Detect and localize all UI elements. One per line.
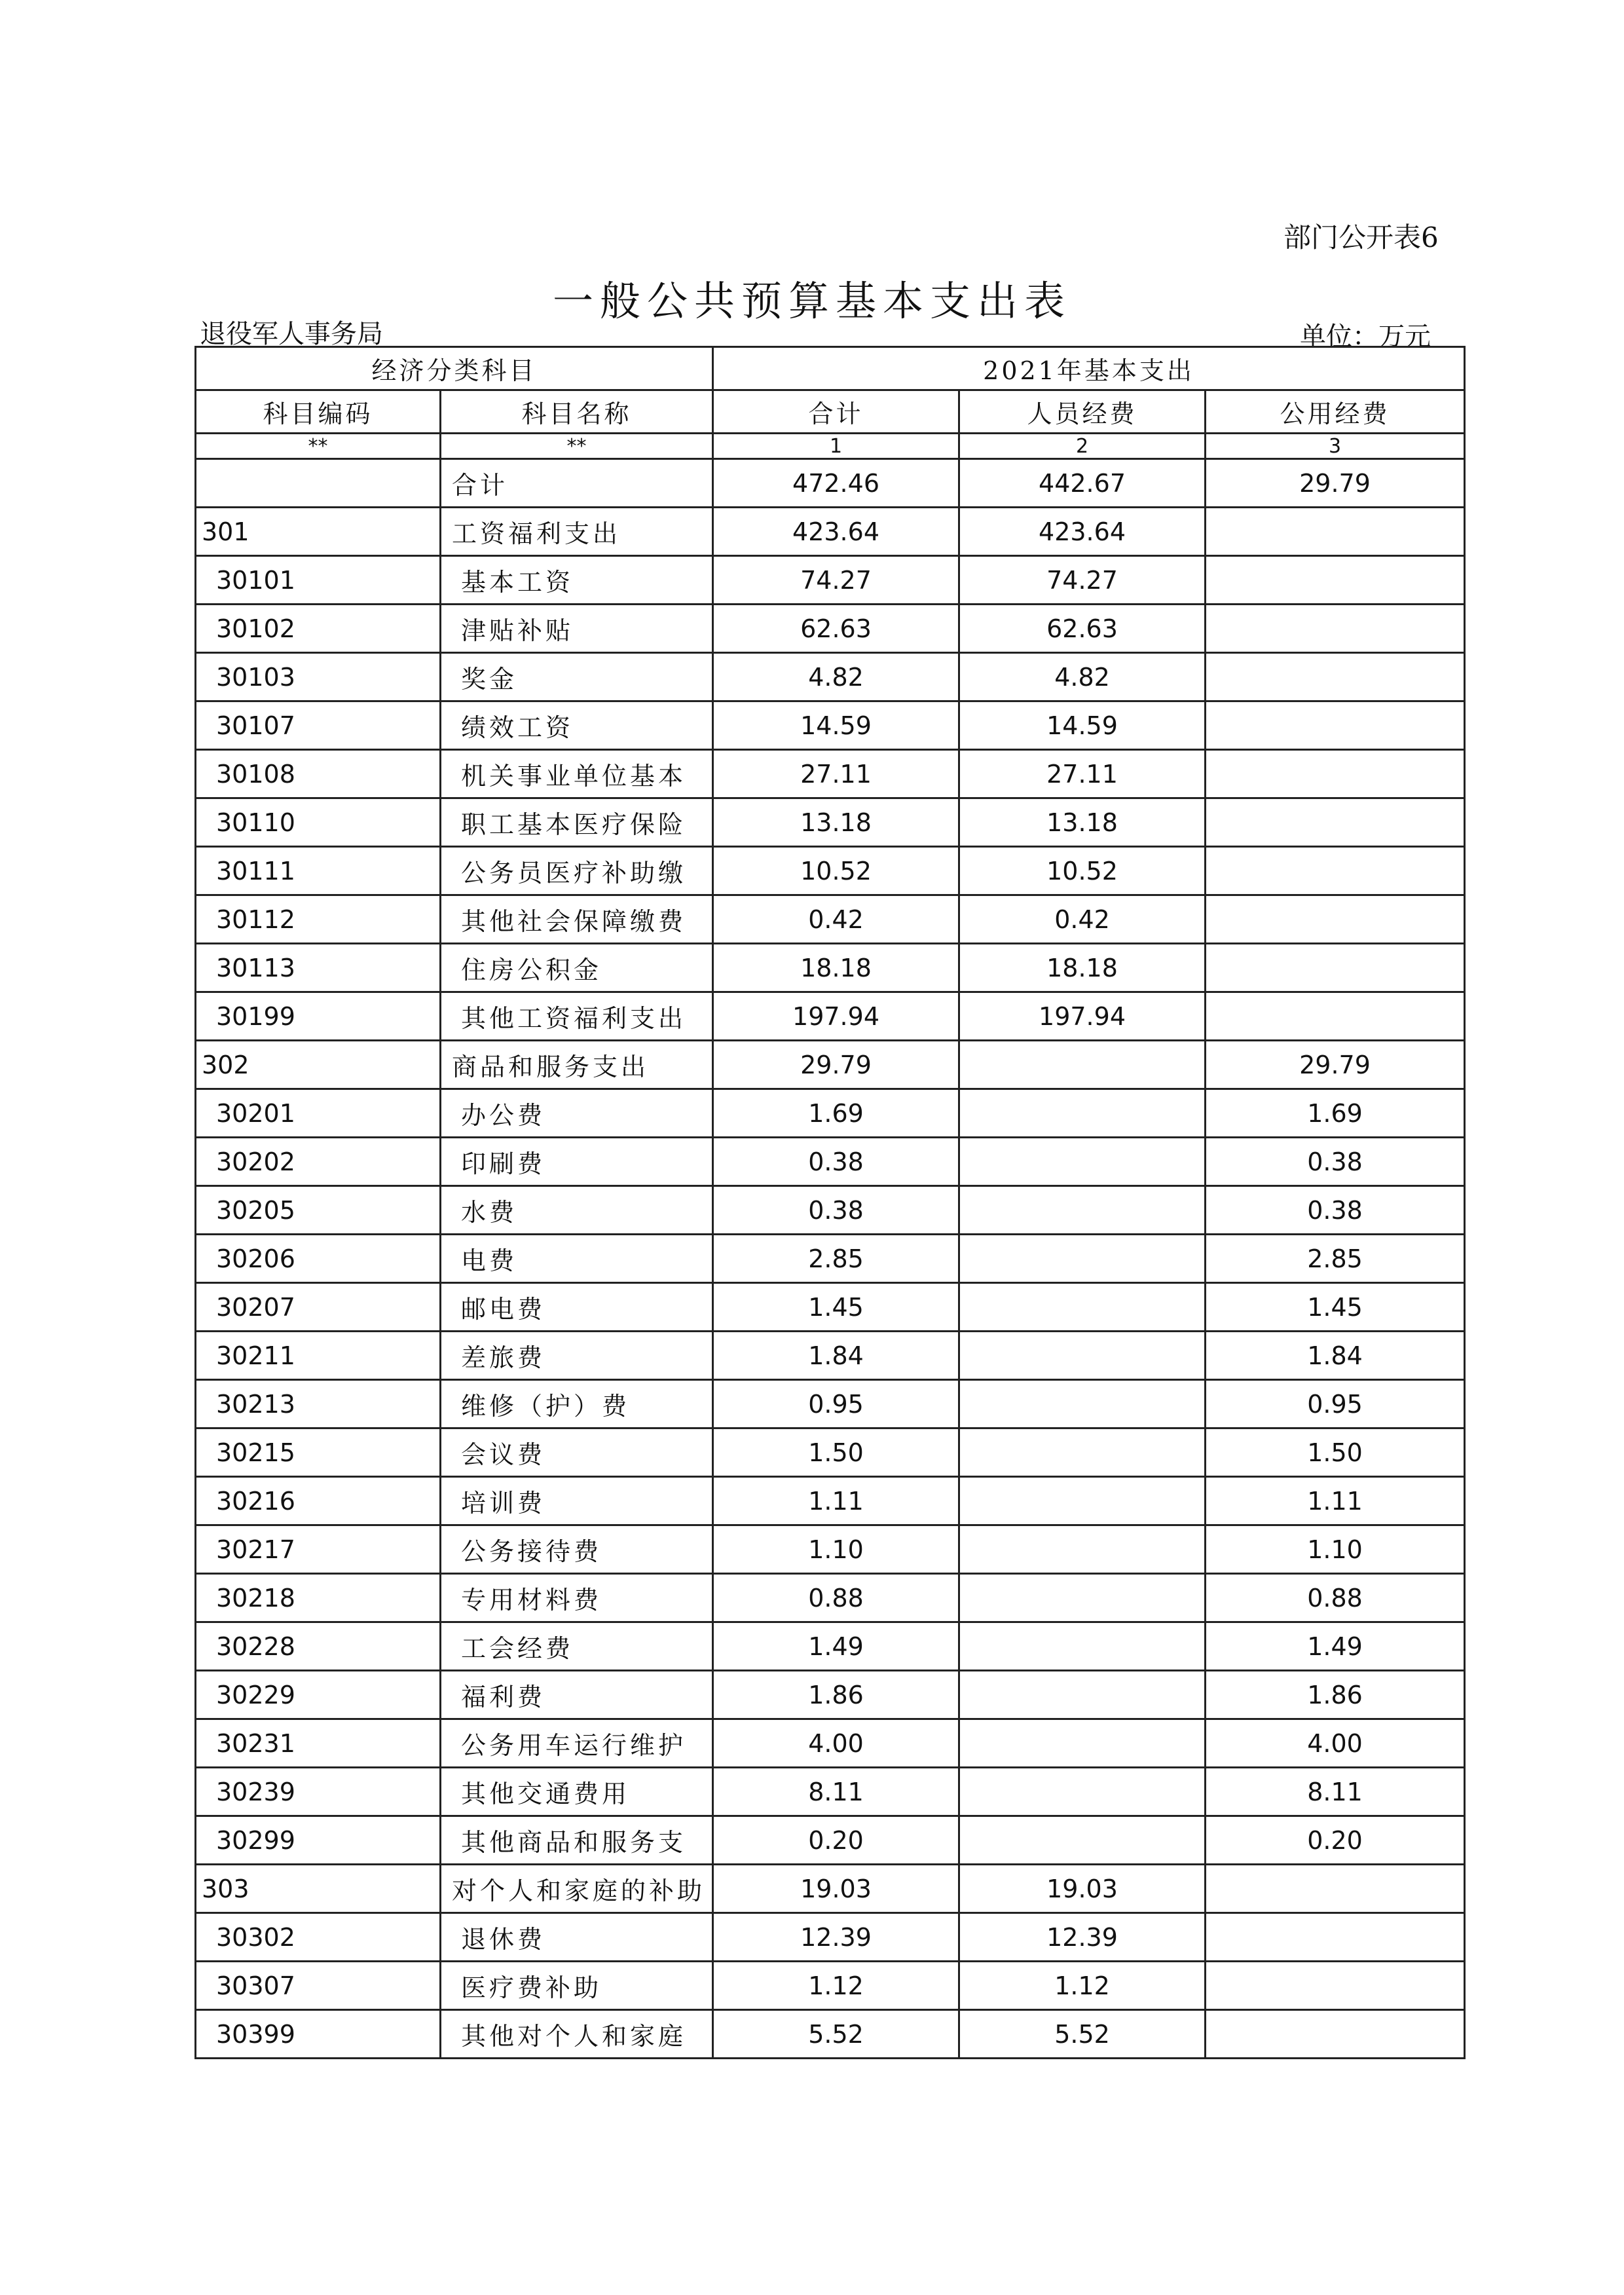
subject-name-cell: 住房公积金 (441, 944, 713, 992)
personnel-expense-cell (959, 1671, 1206, 1719)
personnel-expense-cell: 19.03 (959, 1865, 1206, 1913)
subject-code-cell: 30228 (196, 1622, 441, 1671)
total-cell: 27.11 (713, 750, 959, 798)
personnel-expense-cell (959, 1622, 1206, 1671)
table-row (196, 944, 1465, 992)
subject-code-cell: 30207 (196, 1283, 441, 1332)
public-expense-cell: 1.86 (1206, 1671, 1465, 1719)
header-row-group (196, 347, 1465, 390)
table-row (196, 798, 1465, 847)
personnel-expense-cell: 197.94 (959, 992, 1206, 1041)
table-row (196, 1380, 1465, 1428)
total-cell: 0.42 (713, 895, 959, 944)
public-expense-cell: 0.88 (1206, 1574, 1465, 1622)
table-row (196, 1622, 1465, 1671)
subject-code-cell: 30202 (196, 1138, 441, 1186)
table-row (196, 2010, 1465, 2059)
table-row (196, 1332, 1465, 1380)
header-mark-code: ** (196, 434, 441, 459)
subject-name-cell: 维修（护）费 (441, 1380, 713, 1428)
public-expense-cell (1206, 508, 1465, 556)
personnel-expense-cell (959, 1186, 1206, 1235)
table-row (196, 605, 1465, 653)
subject-code-cell: 30112 (196, 895, 441, 944)
table-row (196, 1865, 1465, 1913)
public-expense-cell (1206, 1962, 1465, 2010)
header-public-expense: 公用经费 (1206, 390, 1465, 434)
table-row (196, 1477, 1465, 1525)
table-row (196, 1041, 1465, 1089)
subject-code-cell: 30201 (196, 1089, 441, 1138)
public-expense-cell (1206, 701, 1465, 750)
subject-name-cell: 公务用车运行维护 (441, 1719, 713, 1768)
public-expense-cell: 0.95 (1206, 1380, 1465, 1428)
table-row (196, 1671, 1465, 1719)
public-expense-cell (1206, 992, 1465, 1041)
subject-name-cell: 其他社会保障缴费 (441, 895, 713, 944)
subject-code-cell: 30211 (196, 1332, 441, 1380)
personnel-expense-cell (959, 1041, 1206, 1089)
public-expense-cell (1206, 944, 1465, 992)
subject-name-cell: 公务接待费 (441, 1525, 713, 1574)
total-cell: 19.03 (713, 1865, 959, 1913)
form-number: 部门公开表6 (1283, 221, 1439, 253)
table-row (196, 701, 1465, 750)
table-row (196, 653, 1465, 701)
subject-name-cell: 其他对个人和家庭 (441, 2010, 713, 2059)
subject-name-cell: 其他交通费用 (441, 1768, 713, 1816)
public-expense-cell (1206, 1913, 1465, 1962)
total-cell: 10.52 (713, 847, 959, 895)
public-expense-cell: 1.49 (1206, 1622, 1465, 1671)
personnel-expense-cell (959, 1574, 1206, 1622)
total-cell: 197.94 (713, 992, 959, 1041)
public-expense-cell: 1.69 (1206, 1089, 1465, 1138)
subject-code-cell: 30199 (196, 992, 441, 1041)
personnel-expense-cell (959, 1768, 1206, 1816)
personnel-expense-cell: 0.42 (959, 895, 1206, 944)
table-row (196, 1719, 1465, 1768)
subject-code-cell: 30205 (196, 1186, 441, 1235)
subject-name-cell: 办公费 (441, 1089, 713, 1138)
header-index-total: 1 (713, 434, 959, 459)
public-expense-cell (1206, 1865, 1465, 1913)
subject-name-cell: 职工基本医疗保险 (441, 798, 713, 847)
total-cell: 0.38 (713, 1138, 959, 1186)
public-expense-cell: 1.84 (1206, 1332, 1465, 1380)
personnel-expense-cell (959, 1332, 1206, 1380)
subject-code-cell: 30213 (196, 1380, 441, 1428)
table-row (196, 1768, 1465, 1816)
total-cell: 0.20 (713, 1816, 959, 1865)
personnel-expense-cell (959, 1235, 1206, 1283)
subject-code-cell: 30216 (196, 1477, 441, 1525)
personnel-expense-cell: 442.67 (959, 459, 1206, 508)
header-total: 合计 (713, 390, 959, 434)
personnel-expense-cell (959, 1380, 1206, 1428)
unit-label: 单位：万元 (1300, 322, 1431, 352)
subject-name-cell: 培训费 (441, 1477, 713, 1525)
subject-name-cell: 基本工资 (441, 556, 713, 605)
personnel-expense-cell (959, 1477, 1206, 1525)
total-cell: 5.52 (713, 2010, 959, 2059)
subject-code-cell: 30215 (196, 1428, 441, 1477)
subject-code-cell: 30103 (196, 653, 441, 701)
total-cell: 2.85 (713, 1235, 959, 1283)
table-row (196, 895, 1465, 944)
total-cell: 4.00 (713, 1719, 959, 1768)
personnel-expense-cell: 62.63 (959, 605, 1206, 653)
total-cell: 0.95 (713, 1380, 959, 1428)
header-row-index (196, 434, 1465, 459)
subject-name-cell: 对个人和家庭的补助 (441, 1865, 713, 1913)
total-cell: 1.45 (713, 1283, 959, 1332)
subject-code-cell: 30231 (196, 1719, 441, 1768)
subject-code-cell: 30229 (196, 1671, 441, 1719)
personnel-expense-cell: 27.11 (959, 750, 1206, 798)
table-row (196, 1913, 1465, 1962)
total-cell: 18.18 (713, 944, 959, 992)
table-row (196, 1816, 1465, 1865)
table-row (196, 1186, 1465, 1235)
subject-code-cell: 30107 (196, 701, 441, 750)
subject-name-cell: 机关事业单位基本 (441, 750, 713, 798)
total-cell: 1.49 (713, 1622, 959, 1671)
total-cell: 472.46 (713, 459, 959, 508)
total-cell: 29.79 (713, 1041, 959, 1089)
subject-code-cell: 30218 (196, 1574, 441, 1622)
subject-name-cell: 退休费 (441, 1913, 713, 1962)
total-cell: 1.69 (713, 1089, 959, 1138)
subject-name-cell: 其他商品和服务支 (441, 1816, 713, 1865)
personnel-expense-cell: 10.52 (959, 847, 1206, 895)
public-expense-cell: 8.11 (1206, 1768, 1465, 1816)
personnel-expense-cell (959, 1428, 1206, 1477)
subject-name-cell: 公务员医疗补助缴 (441, 847, 713, 895)
total-cell: 1.11 (713, 1477, 959, 1525)
public-expense-cell: 0.38 (1206, 1138, 1465, 1186)
table-row (196, 556, 1465, 605)
public-expense-cell (1206, 653, 1465, 701)
subject-code-cell: 30111 (196, 847, 441, 895)
total-cell: 13.18 (713, 798, 959, 847)
header-row-columns (196, 390, 1465, 434)
personnel-expense-cell: 12.39 (959, 1913, 1206, 1962)
table-row (196, 508, 1465, 556)
public-expense-cell (1206, 750, 1465, 798)
public-expense-cell: 0.20 (1206, 1816, 1465, 1865)
subject-name-cell: 专用材料费 (441, 1574, 713, 1622)
table-row (196, 1283, 1465, 1332)
total-cell: 8.11 (713, 1768, 959, 1816)
subject-name-cell: 福利费 (441, 1671, 713, 1719)
table-row (196, 1525, 1465, 1574)
total-cell: 4.82 (713, 653, 959, 701)
subject-code-cell (196, 459, 441, 508)
personnel-expense-cell (959, 1719, 1206, 1768)
subject-name-cell: 邮电费 (441, 1283, 713, 1332)
public-expense-cell: 1.10 (1206, 1525, 1465, 1574)
subject-code-cell: 30299 (196, 1816, 441, 1865)
subject-name-cell: 商品和服务支出 (441, 1041, 713, 1089)
subject-code-cell: 301 (196, 508, 441, 556)
total-cell: 1.10 (713, 1525, 959, 1574)
subject-name-cell: 电费 (441, 1235, 713, 1283)
table-row (196, 459, 1465, 508)
subject-code-cell: 30108 (196, 750, 441, 798)
table-row (196, 1235, 1465, 1283)
personnel-expense-cell: 4.82 (959, 653, 1206, 701)
personnel-expense-cell: 14.59 (959, 701, 1206, 750)
total-cell: 74.27 (713, 556, 959, 605)
header-subject-code: 科目编码 (196, 390, 441, 434)
public-expense-cell: 1.45 (1206, 1283, 1465, 1332)
subject-code-cell: 30307 (196, 1962, 441, 2010)
subject-code-cell: 30113 (196, 944, 441, 992)
subject-name-cell: 奖金 (441, 653, 713, 701)
header-personnel-expense: 人员经费 (959, 390, 1206, 434)
department-name: 退役军人事务局 (200, 319, 383, 349)
public-expense-cell (1206, 895, 1465, 944)
subject-name-cell: 水费 (441, 1186, 713, 1235)
personnel-expense-cell (959, 1525, 1206, 1574)
header-index-personnel: 2 (959, 434, 1206, 459)
total-cell: 1.50 (713, 1428, 959, 1477)
personnel-expense-cell: 13.18 (959, 798, 1206, 847)
subject-code-cell: 30239 (196, 1768, 441, 1816)
public-expense-cell: 1.50 (1206, 1428, 1465, 1477)
header-subject-name: 科目名称 (441, 390, 713, 434)
personnel-expense-cell (959, 1283, 1206, 1332)
total-cell: 1.84 (713, 1332, 959, 1380)
public-expense-cell (1206, 847, 1465, 895)
total-cell: 0.88 (713, 1574, 959, 1622)
public-expense-cell (1206, 605, 1465, 653)
subject-name-cell: 合计 (441, 459, 713, 508)
public-expense-cell (1206, 2010, 1465, 2059)
public-expense-cell: 2.85 (1206, 1235, 1465, 1283)
public-expense-cell: 1.11 (1206, 1477, 1465, 1525)
page-title: 一般公共预算基本支出表 (552, 277, 1071, 325)
personnel-expense-cell (959, 1138, 1206, 1186)
subject-name-cell: 会议费 (441, 1428, 713, 1477)
subject-code-cell: 30102 (196, 605, 441, 653)
total-cell: 1.86 (713, 1671, 959, 1719)
public-expense-cell: 4.00 (1206, 1719, 1465, 1768)
total-cell: 1.12 (713, 1962, 959, 2010)
personnel-expense-cell (959, 1816, 1206, 1865)
subject-code-cell: 30217 (196, 1525, 441, 1574)
subject-code-cell: 30399 (196, 2010, 441, 2059)
subject-name-cell: 工资福利支出 (441, 508, 713, 556)
subject-code-cell: 30302 (196, 1913, 441, 1962)
public-expense-cell: 0.38 (1206, 1186, 1465, 1235)
personnel-expense-cell (959, 1089, 1206, 1138)
budget-table (194, 346, 1466, 2059)
table-row (196, 1962, 1465, 2010)
subject-name-cell: 其他工资福利支出 (441, 992, 713, 1041)
public-expense-cell (1206, 556, 1465, 605)
total-cell: 62.63 (713, 605, 959, 653)
total-cell: 12.39 (713, 1913, 959, 1962)
personnel-expense-cell: 1.12 (959, 1962, 1206, 2010)
table-row (196, 847, 1465, 895)
table-row (196, 750, 1465, 798)
subject-code-cell: 303 (196, 1865, 441, 1913)
personnel-expense-cell: 74.27 (959, 556, 1206, 605)
subject-name-cell: 工会经费 (441, 1622, 713, 1671)
subject-code-cell: 30206 (196, 1235, 441, 1283)
total-cell: 0.38 (713, 1186, 959, 1235)
public-expense-cell: 29.79 (1206, 459, 1465, 508)
total-cell: 423.64 (713, 508, 959, 556)
subject-name-cell: 差旅费 (441, 1332, 713, 1380)
public-expense-cell (1206, 798, 1465, 847)
header-basic-expenditure-2021: 2021年基本支出 (713, 347, 1465, 390)
personnel-expense-cell: 423.64 (959, 508, 1206, 556)
total-cell: 14.59 (713, 701, 959, 750)
subject-name-cell: 医疗费补助 (441, 1962, 713, 2010)
table-row (196, 1428, 1465, 1477)
personnel-expense-cell: 18.18 (959, 944, 1206, 992)
header-index-public: 3 (1206, 434, 1465, 459)
table-row (196, 1089, 1465, 1138)
subject-code-cell: 302 (196, 1041, 441, 1089)
personnel-expense-cell: 5.52 (959, 2010, 1206, 2059)
subject-code-cell: 30110 (196, 798, 441, 847)
table-row (196, 992, 1465, 1041)
subject-code-cell: 30101 (196, 556, 441, 605)
table-row (196, 1574, 1465, 1622)
subject-name-cell: 津贴补贴 (441, 605, 713, 653)
subject-name-cell: 印刷费 (441, 1138, 713, 1186)
header-economic-classification: 经济分类科目 (196, 347, 713, 390)
public-expense-cell: 29.79 (1206, 1041, 1465, 1089)
table-row (196, 1138, 1465, 1186)
header-mark-name: ** (441, 434, 713, 459)
subject-name-cell: 绩效工资 (441, 701, 713, 750)
